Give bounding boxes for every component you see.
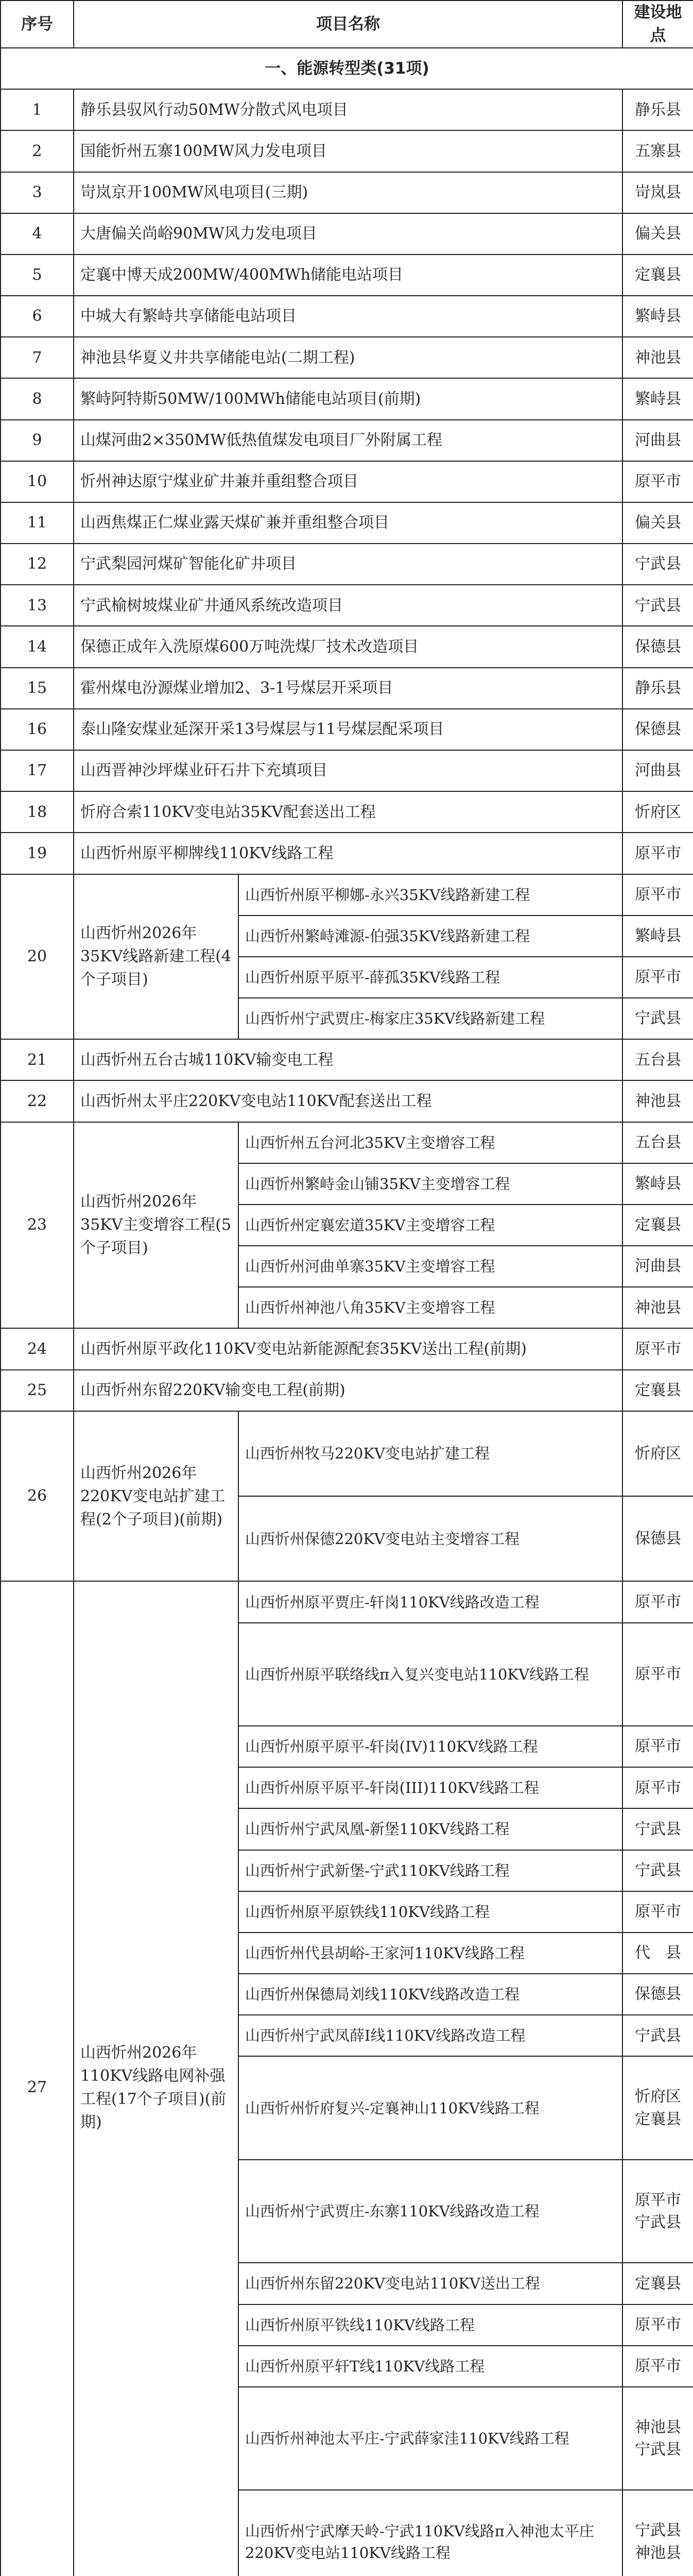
row-number: 5 <box>1 255 74 296</box>
row-number: 2 <box>1 130 74 172</box>
row-number: 10 <box>1 461 74 502</box>
sub-project-location: 原平市 <box>622 1891 693 1933</box>
project-location: 原平市 <box>622 833 693 874</box>
project-location: 五寨县 <box>622 130 693 172</box>
project-location: 繁峙县 <box>622 296 693 337</box>
row-number: 13 <box>1 585 74 626</box>
row-number: 14 <box>1 626 74 667</box>
row-number: 3 <box>1 172 74 213</box>
row-number: 20 <box>1 874 74 1040</box>
sub-project-location: 原平市 宁武县 <box>622 2160 693 2263</box>
table-row <box>1 750 693 791</box>
sub-project-location: 定襄县 <box>622 1205 693 1246</box>
table-row <box>1 1122 693 1163</box>
sub-project-name: 山西忻州宁武摩天岭-宁武110KV线路π入神池太平庄220KV变电站110KV线路工程 <box>238 2490 622 2576</box>
sub-project-name: 山西忻州原平原平-轩岗(IV)110KV线路工程 <box>238 1726 622 1767</box>
project-name: 山西忻州太平庄220KV变电站110KV配套送出工程 <box>74 1080 622 1122</box>
sub-project-name: 山西忻州东留220KV变电站110KV送出工程 <box>238 2263 622 2304</box>
sub-project-name: 山西忻州忻府复兴-定襄神山110KV线路工程 <box>238 2056 622 2159</box>
sub-project-name: 山西忻州原平铁线110KV线路工程 <box>238 2304 622 2346</box>
sub-project-name: 山西忻州宁武凤薛Ⅰ线110KV线路改造工程 <box>238 2015 622 2056</box>
table-row <box>1 213 693 255</box>
row-number: 25 <box>1 1370 74 1411</box>
table-row <box>1 337 693 378</box>
project-name: 忻府合索110KV变电站35KV配套送出工程 <box>74 791 622 833</box>
sub-project-name: 山西忻州宁武贾庄-东寨110KV线路改造工程 <box>238 2160 622 2263</box>
project-name: 定襄中博天成200MW/400MWh储能电站项目 <box>74 255 622 296</box>
row-number: 21 <box>1 1039 74 1080</box>
sub-project-name: 山西忻州定襄宏道35KV主变增容工程 <box>238 1205 622 1246</box>
project-name: 宁武梨园河煤矿智能化矿井项目 <box>74 544 622 585</box>
table-header-row <box>1 1 693 48</box>
project-name: 宁武榆树坡煤业矿井通风系统改造项目 <box>74 585 622 626</box>
row-number: 11 <box>1 502 74 544</box>
table-row <box>1 461 693 502</box>
project-location: 神池县 <box>622 337 693 378</box>
table-row <box>1 791 693 833</box>
project-name: 繁峙阿特斯50MW/100MWh储能电站项目(前期) <box>74 378 622 419</box>
project-location: 保德县 <box>622 626 693 667</box>
table-row <box>1 130 693 172</box>
project-name: 中城大有繁峙共享储能电站项目 <box>74 296 622 337</box>
sub-project-location: 宁武县 <box>622 998 693 1039</box>
project-name: 神池县华夏义井共享储能电站(二期工程) <box>74 337 622 378</box>
sub-project-location: 保德县 <box>622 1496 693 1581</box>
project-location: 保德县 <box>622 709 693 750</box>
sub-project-location: 五台县 <box>622 1122 693 1163</box>
sub-project-location: 繁峙县 <box>622 916 693 957</box>
sub-project-location: 宁武县 <box>622 1808 693 1850</box>
sub-project-name: 山西忻州原平轩T线110KV线路工程 <box>238 2346 622 2387</box>
sub-project-location: 神池县 宁武县 <box>622 2387 693 2490</box>
table-row <box>1 585 693 626</box>
row-number: 22 <box>1 1080 74 1122</box>
sub-project-location: 河曲县 <box>622 1246 693 1287</box>
table-row <box>1 874 693 916</box>
table-row <box>1 420 693 461</box>
row-number: 17 <box>1 750 74 791</box>
project-location: 神池县 <box>622 1080 693 1122</box>
sub-project-location: 原平市 <box>622 1623 693 1726</box>
sub-project-location: 原平市 <box>622 957 693 998</box>
table-row <box>1 626 693 667</box>
header-location: 建设地点 <box>622 1 693 48</box>
project-name: 山西忻州原平柳牌线110KV线路工程 <box>74 833 622 874</box>
project-location: 河曲县 <box>622 750 693 791</box>
row-number: 23 <box>1 1122 74 1329</box>
sub-project-name: 山西忻州神池八角35KV主变增容工程 <box>238 1287 622 1328</box>
row-number: 1 <box>1 89 74 130</box>
sub-project-name: 山西忻州原平联络线π入复兴变电站110KV线路工程 <box>238 1623 622 1726</box>
table-row <box>1 172 693 213</box>
project-location: 偏关县 <box>622 502 693 544</box>
sub-project-location: 原平市 <box>622 1726 693 1767</box>
row-number: 8 <box>1 378 74 419</box>
sub-project-location: 繁峙县 <box>622 1163 693 1205</box>
table-row <box>1 1581 693 1622</box>
sub-project-name: 山西忻州神池太平庄-宁武薛家洼110KV线路工程 <box>238 2387 622 2490</box>
sub-project-location: 原平市 <box>622 2304 693 2346</box>
project-location: 偏关县 <box>622 213 693 255</box>
project-location: 原平市 <box>622 1328 693 1369</box>
row-number: 4 <box>1 213 74 255</box>
project-location: 宁武县 <box>622 585 693 626</box>
sub-project-name: 山西忻州宁武新堡-宁武110KV线路工程 <box>238 1850 622 1891</box>
project-location: 忻府区 <box>622 791 693 833</box>
table-row <box>1 1039 693 1080</box>
table-row <box>1 668 693 709</box>
project-name: 山西忻州原平政化110KV变电站新能源配套35KV送出工程(前期) <box>74 1328 622 1369</box>
project-location: 定襄县 <box>622 255 693 296</box>
row-number: 24 <box>1 1328 74 1369</box>
project-name: 静乐县驭风行动50MW分散式风电项目 <box>74 89 622 130</box>
header-no: 序号 <box>1 1 74 48</box>
table-row <box>1 89 693 130</box>
sub-project-name: 山西忻州繁峙金山铺35KV主变增容工程 <box>238 1163 622 1205</box>
group-name: 山西忻州2026年35KV主变增容工程(5个子项目) <box>74 1122 238 1329</box>
sub-project-location: 宁武县 <box>622 2015 693 2056</box>
table-row <box>1 502 693 544</box>
header-name: 项目名称 <box>74 1 622 48</box>
project-name: 泰山隆安煤业延深开采13号煤层与11号煤层配采项目 <box>74 709 622 750</box>
sub-project-name: 山西忻州原平柳娜-永兴35KV线路新建工程 <box>238 874 622 916</box>
project-location: 静乐县 <box>622 668 693 709</box>
row-number: 18 <box>1 791 74 833</box>
project-name: 山西晋神沙坪煤业矸石井下充填项目 <box>74 750 622 791</box>
sub-project-name: 山西忻州原平原平-薛孤35KV线路工程 <box>238 957 622 998</box>
sub-project-location: 忻府区 <box>622 1411 693 1496</box>
table-row <box>1 833 693 874</box>
row-number: 7 <box>1 337 74 378</box>
sub-project-location: 保德县 <box>622 1974 693 2015</box>
project-location: 五台县 <box>622 1039 693 1080</box>
project-location: 繁峙县 <box>622 378 693 419</box>
sub-project-name: 山西忻州宁武贾庄-梅家庄35KV线路新建工程 <box>238 998 622 1039</box>
project-name: 霍州煤电汾源煤业增加2、3-1号煤层开采项目 <box>74 668 622 709</box>
project-location: 宁武县 <box>622 544 693 585</box>
table-row <box>1 709 693 750</box>
table-row <box>1 255 693 296</box>
sub-project-name: 山西忻州保德局刘线110KV线路改造工程 <box>238 1974 622 2015</box>
project-location: 定襄县 <box>622 1370 693 1411</box>
row-number: 26 <box>1 1411 74 1582</box>
sub-project-location: 原平市 <box>622 1767 693 1808</box>
project-name: 大唐偏关尚峪90MW风力发电项目 <box>74 213 622 255</box>
project-location: 岢岚县 <box>622 172 693 213</box>
sub-project-name: 山西忻州宁武凤凰-新堡110KV线路工程 <box>238 1808 622 1850</box>
project-name: 山煤河曲2×350MW低热值煤发电项目厂外附属工程 <box>74 420 622 461</box>
project-name: 山西忻州五台古城110KV输变电工程 <box>74 1039 622 1080</box>
table-row <box>1 378 693 419</box>
sub-project-name: 山西忻州五台河北35KV主变增容工程 <box>238 1122 622 1163</box>
group-name: 山西忻州2026年110KV线路电网补强工程(17个子项目)(前期) <box>74 1581 238 2576</box>
project-location: 河曲县 <box>622 420 693 461</box>
sub-project-name: 山西忻州代县胡峪-王家河110KV线路工程 <box>238 1933 622 1974</box>
sub-project-name: 山西忻州牧马220KV变电站扩建工程 <box>238 1411 622 1496</box>
sub-project-name: 山西忻州河曲单寨35KV主变增容工程 <box>238 1246 622 1287</box>
table-row <box>1 1080 693 1122</box>
row-number: 12 <box>1 544 74 585</box>
section-row <box>1 48 693 89</box>
row-number: 15 <box>1 668 74 709</box>
section-title: 一、能源转型类(31项) <box>1 48 693 89</box>
table-row <box>1 296 693 337</box>
project-name: 山西焦煤正仁煤业露天煤矿兼并重组整合项目 <box>74 502 622 544</box>
group-name: 山西忻州2026年220KV变电站扩建工程(2个子项目)(前期) <box>74 1411 238 1582</box>
table-row <box>1 1411 693 1496</box>
row-number: 16 <box>1 709 74 750</box>
sub-project-location: 忻府区 定襄县 <box>622 2056 693 2159</box>
project-name: 山西忻州东留220KV输变电工程(前期) <box>74 1370 622 1411</box>
sub-project-name: 山西忻州繁峙滩源-伯强35KV线路新建工程 <box>238 916 622 957</box>
row-number: 19 <box>1 833 74 874</box>
sub-project-location: 宁武县 <box>622 1850 693 1891</box>
table-row <box>1 1328 693 1369</box>
sub-project-name: 山西忻州原平贾庄-轩岗110KV线路改造工程 <box>238 1581 622 1622</box>
sub-project-name: 山西忻州保德220KV变电站主变增容工程 <box>238 1496 622 1581</box>
sub-project-name: 山西忻州原平原铁线110KV线路工程 <box>238 1891 622 1933</box>
sub-project-location: 代 县 <box>622 1933 693 1974</box>
project-table-body <box>1 1 693 2576</box>
project-name: 保德正成年入洗原煤600万吨洗煤厂技术改造项目 <box>74 626 622 667</box>
project-location: 静乐县 <box>622 89 693 130</box>
sub-project-location: 神池县 <box>622 1287 693 1328</box>
sub-project-location: 原平市 <box>622 1581 693 1622</box>
project-name: 岢岚京开100MW风电项目(三期) <box>74 172 622 213</box>
project-name: 国能忻州五寨100MW风力发电项目 <box>74 130 622 172</box>
sub-project-location: 原平市 <box>622 874 693 916</box>
sub-project-location: 定襄县 <box>622 2263 693 2304</box>
row-number: 6 <box>1 296 74 337</box>
sub-project-location: 原平市 <box>622 2346 693 2387</box>
sub-project-name: 山西忻州原平原平-轩岗(III)110KV线路工程 <box>238 1767 622 1808</box>
table-row <box>1 544 693 585</box>
sub-project-location: 宁武县 神池县 <box>622 2490 693 2576</box>
table-row <box>1 1370 693 1411</box>
row-number: 9 <box>1 420 74 461</box>
group-name: 山西忻州2026年35KV线路新建工程(4个子项目) <box>74 874 238 1040</box>
row-number: 27 <box>1 1581 74 2576</box>
project-name: 忻州神达原宁煤业矿井兼并重组整合项目 <box>74 461 622 502</box>
project-location: 原平市 <box>622 461 693 502</box>
